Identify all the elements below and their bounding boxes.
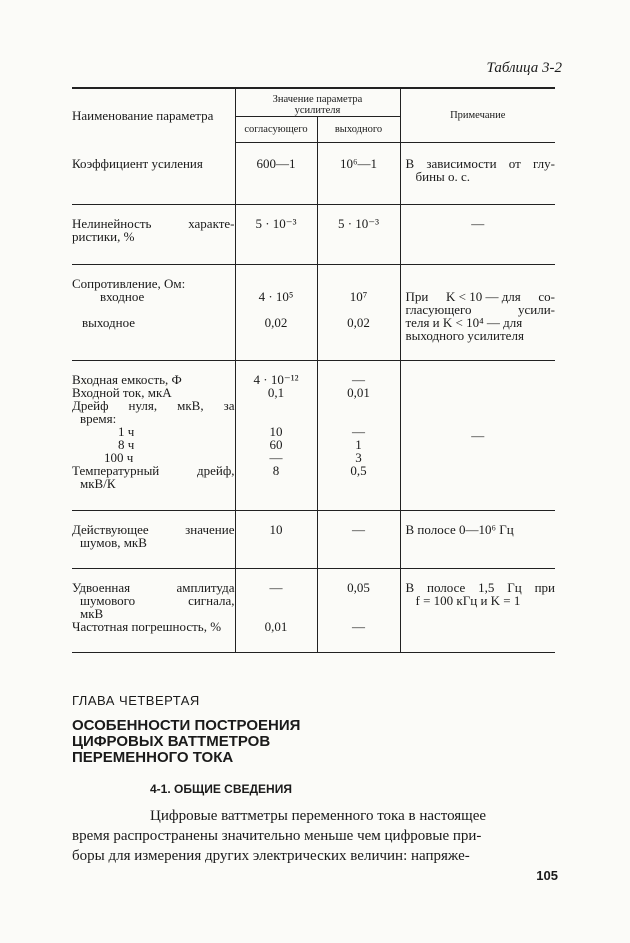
chapter-title-line: ПЕРЕМЕННОГО ТОКА <box>72 749 234 766</box>
table-row <box>72 265 555 361</box>
row-note: — <box>400 361 555 511</box>
table-row <box>72 205 555 265</box>
header-name: Наименование параметра <box>72 88 235 143</box>
row-note: В зависимости от глу- бины о. с. <box>400 143 555 205</box>
header-matching: согласующего <box>235 117 317 143</box>
matching-value: 4 · 10⁵ 0,02 <box>235 265 317 361</box>
body-line: время распространены значительно меньше чем цифровые при- <box>72 828 482 844</box>
param-name: Удвоенная амплитуда шумового сигнала, мкВ Частотная погрешность, % <box>72 569 235 653</box>
parameters-table <box>72 87 555 653</box>
table-row <box>72 511 555 569</box>
chapter-title <box>72 718 372 766</box>
param-name: Действующее значение шумов, мкВ <box>72 511 235 569</box>
param-name: Сопротивление, Ом: входное выходное <box>72 265 235 361</box>
matching-value: — 0,01 <box>235 569 317 653</box>
output-value: — 0,01 — 1 3 0,5 <box>317 361 400 511</box>
table-caption: Таблица 3-2 <box>486 60 562 76</box>
output-value: 5 · 10⁻³ <box>317 205 400 265</box>
output-value: 10⁷ 0,02 <box>317 265 400 361</box>
output-value: — <box>317 511 400 569</box>
matching-value: 4 · 10⁻¹² 0,1 10 60 — 8 <box>235 361 317 511</box>
table-row <box>72 143 555 205</box>
param-name: Входная емкость, Ф Входной ток, мкА Дрейф нуля, мкВ, за время: 1 ч 8 ч 100 ч Температурный дрейф, мкВ/К <box>72 361 235 511</box>
body-line: боры для измерения других электрических величин: напряже- <box>72 848 470 864</box>
row-note: В полосе 0—10⁶ Гц <box>400 511 555 569</box>
section-heading: 4-1. ОБЩИЕ СВЕДЕНИЯ <box>150 782 292 796</box>
param-name: Нелинейность характе- ристики, % <box>72 205 235 265</box>
chapter-title-line: ЦИФРОВЫХ ВАТТМЕТРОВ <box>72 733 271 750</box>
body-paragraph <box>72 806 557 866</box>
table-row <box>72 569 555 653</box>
output-value: 0,05 — <box>317 569 400 653</box>
table-row <box>72 361 555 511</box>
table-header-row <box>72 88 555 117</box>
output-value: 10⁶—1 <box>317 143 400 205</box>
chapter-title-line: ОСОБЕННОСТИ ПОСТРОЕНИЯ <box>72 717 301 734</box>
header-group: Значение параметра усилителя <box>235 88 400 117</box>
param-name: Коэффициент усиления <box>72 155 203 171</box>
row-note: При K < 10 — для со- гласующего усили- теля и K < 10⁴ — для выходного усилителя <box>400 265 555 361</box>
header-note: Примечание <box>400 88 555 143</box>
body-line: Цифровые ваттметры переменного тока в настоящее <box>150 808 487 824</box>
row-note: В полосе 1,5 Гц при f = 100 кГц и K = 1 <box>400 569 555 653</box>
matching-value: 5 · 10⁻³ <box>235 205 317 265</box>
row-note: — <box>400 205 555 265</box>
header-output: выходного <box>317 117 400 143</box>
matching-value: 10 <box>235 511 317 569</box>
chapter-label: ГЛАВА ЧЕТВЕРТАЯ <box>72 693 200 708</box>
matching-value: 600—1 <box>235 143 317 205</box>
page-number: 105 <box>536 868 558 883</box>
